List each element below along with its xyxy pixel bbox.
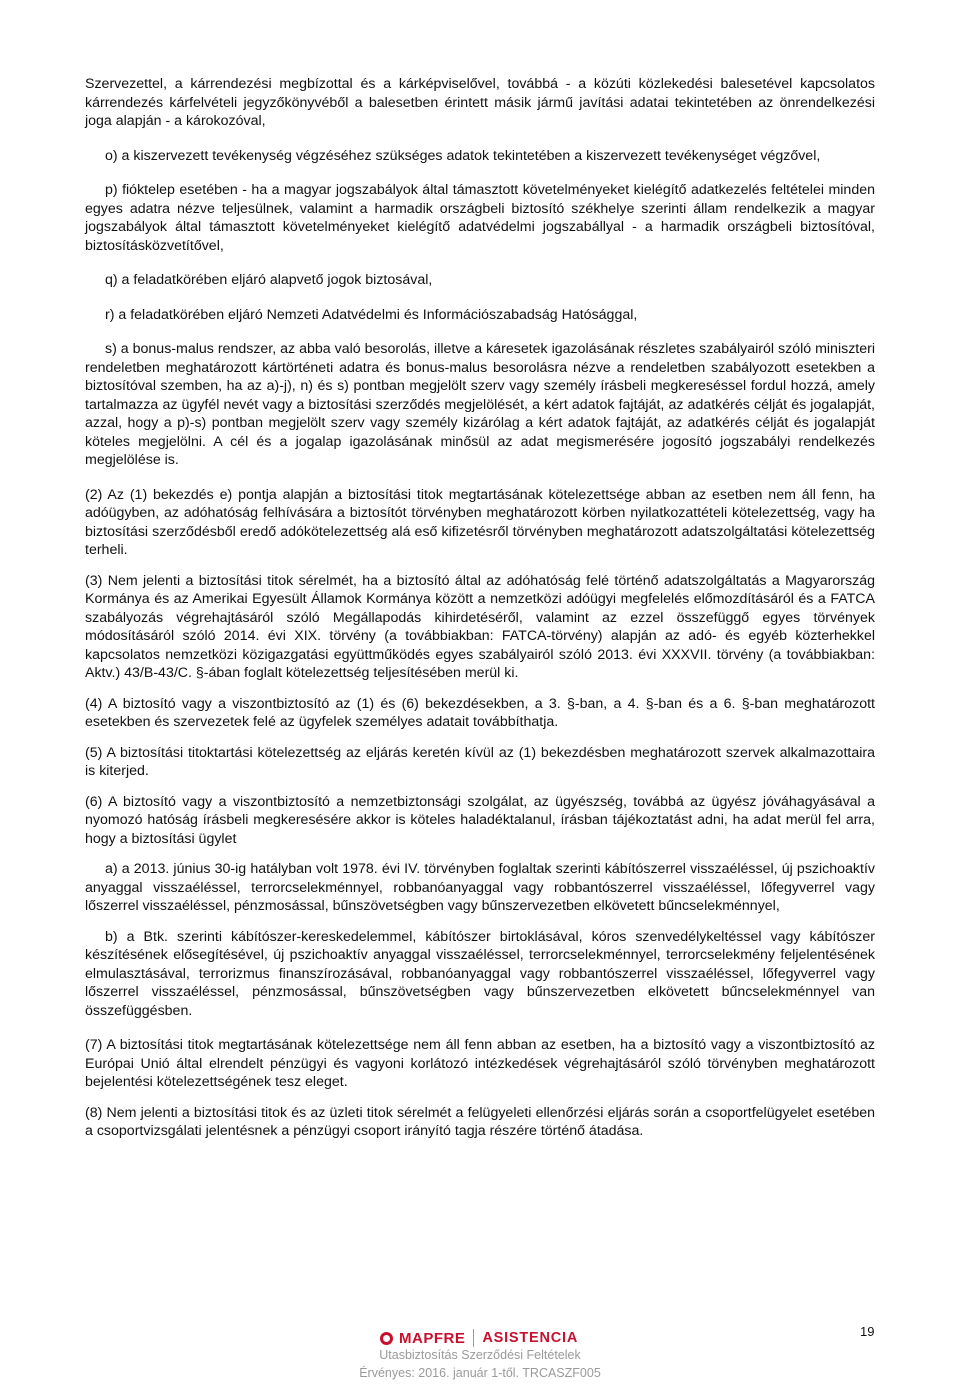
paragraph-7: (7) A biztosítási titok megtartásának kötelezettsége nem áll fenn abban az esetben, ha a biztosító vagy a viszontbiztosító az Európai Unió által elrendelt pénzügyi és vagyoni korlátozó intézkedések végrehajtásáról szóló törvényben meghatározott bejelentési kötelezettségének tesz eleget. bbox=[85, 1037, 875, 1090]
page-number: 19 bbox=[860, 1324, 875, 1339]
document-body bbox=[85, 75, 875, 1141]
list-item-b: b) a Btk. szerinti kábítószer-kereskedelemmel, kábítószer birtoklásával, kóros szenvedélykeltéssel vagy kábítószer készítésének elősegítésével, új pszichoaktív anyaggal visszaéléssel, terrorcselekménnyel, terrorcselekmény feljelentésének elmulasztásával, terrorizmus finanszírozásával, robbanóanyaggal vagy robbantószerrel visszaéléssel, lőfegyverrel vagy lőszerrel visszaéléssel, pénzmosással, bűnszövetségben vagy bűnszervezetben elkövetett bűncselekménnyel van összefüggésben. bbox=[85, 928, 875, 1019]
paragraph-4: (4) A biztosító vagy a viszontbiztosító az (1) és (6) bekezdésekben, a 3. §-ban, a 4. §-ban és a 6. §-ban meghatározott esetekben és szervezetek felé az ügyfelek személyes adatait továbbíthatja. bbox=[85, 695, 875, 730]
brand-logo bbox=[380, 1327, 578, 1349]
page-footer bbox=[0, 1322, 960, 1390]
footer-document-title: Utasbiztosítás Szerződési Feltételek bbox=[379, 1348, 581, 1362]
list-item-p: p) fióktelep esetében - ha a magyar jogszabályok által támasztott követelményeket kielégítő adatkezelés feltételei minden egyes adatra nézve teljesülnek, valamint a harmadik országbeli biztosító székhelye szerinti állam rendelkezik a magyar jogszabályok által támasztott követelményeket kielégítő adatvédelmi jogszabállyal - a harmadik országbeli biztosítóval, biztosításközvetítővel, bbox=[85, 182, 875, 254]
list-item-q: q) a feladatkörében eljáró alapvető jogok biztosával, bbox=[105, 272, 433, 288]
list-item-a: a) a 2013. június 30-ig hatályban volt 1978. évi IV. törvényben foglaltak szerinti kábítószerrel visszaéléssel, új pszichoaktív anyaggal visszaéléssel, terrorcselekménnyel, robbanóanyaggal vagy robbantószerrel visszaéléssel, lőfegyverrel vagy lőszerrel visszaéléssel, pénzmosással, bűnszövetségben vagy bűnszervezetben elkövetett bűncselekménnyel, bbox=[85, 861, 875, 914]
list-item-r: r) a feladatkörében eljáró Nemzeti Adatvédelmi és Információszabadság Hatósággal, bbox=[105, 306, 638, 323]
list-item-o: o) a kiszervezett tevékenység végzéséhez szükséges adatok tekintetében a kiszervezett tevékenységet végzővel, bbox=[105, 147, 821, 164]
brand-asistencia: ASISTENCIA bbox=[482, 1330, 579, 1346]
paragraph-6: (6) A biztosító vagy a viszontbiztosító a nemzetbiztonsági szolgálat, az ügyészség, továbbá az ügyész jóváhagyásával a nyomozó hatóság írásbeli megkeresésére akkor is köteles haladéktalanul, írásban tájékoztatást adni, ha adat merül fel arra, hogy a biztosítási ügylet bbox=[85, 793, 875, 847]
paragraph-5: (5) A biztosítási titoktartási kötelezettség az eljárás keretén kívül az (1) bekezdésben meghatározott szervek alkalmazottaira is kiterjed. bbox=[85, 744, 875, 779]
paragraph: Szervezettel, a kárrendezési megbízottal és a kárképviselővel, továbbá - a közúti közlekedési balesetével kapcsolatos kárrendezés kárfelvételi jegyzőkönyvéből a balesetben érintett másik jármű javítási adatai tekintetében az önrendelkezési joga alapján - a károkozóval, bbox=[85, 76, 875, 129]
paragraph-8: (8) Nem jelenti a biztosítási titok és az üzleti titok sérelmét a felügyeleti ellenőrzési eljárás során a csoportfelügyelet esetében a csoportvizsgálati jelentésnek a pénzügyi csoport irányító tagja részére történő átadása. bbox=[85, 1104, 875, 1139]
paragraph-3: (3) Nem jelenti a biztosítási titok sérelmét, ha a biztosító által az adóhatóság felé történő adatszolgáltatás a Magyarország Kormánya és az Amerikai Egyesült Államok Kormánya között a nemzetközi adóügyi megfelelés előmozdításáról és a FATCA szabályozás végrehajtásáról szóló Megállapodás kihirdetéséről, valamint az ezzel összefüggő egyes törvények módosításáról szóló 2014. évi XIX. törvény (a továbbiakban: FATCA-törvény) alapján az adó- és egyéb közterhekkel kapcsolatos nemzetközi közigazgatási együttműködés egyes szabályairól szóló 2013. évi XXXVII. törvény (a továbbiakban: Aktv.) 43/B-43/C. §-ában foglalt kötelezettség teljesítésében merül ki. bbox=[85, 572, 875, 681]
brand-divider bbox=[473, 1329, 474, 1347]
paragraph-2: (2) Az (1) bekezdés e) pontja alapján a biztosítási titok megtartásának kötelezettsége abban az esetben nem áll fenn, ha adóügyben, az adóhatóság felhívására a biztosítót törvényben meghatározott körben nyilatkozattételi kötelezettség, vagy ha biztosítási szerződésből eredő adókötelezettség alá eső kifizetésről törvényben meghatározott adatszolgáltatási kötelezettség terheli. bbox=[85, 486, 875, 558]
mapfre-logo-icon bbox=[380, 1332, 393, 1345]
footer-validity: Érvényes: 2016. január 1-től. TRCASZF005 bbox=[359, 1366, 601, 1380]
brand-mapfre: MAPFRE bbox=[399, 1329, 466, 1347]
list-item-s: s) a bonus-malus rendszer, az abba való besorolás, illetve a káresetek igazolásának részletes szabályairól szóló miniszteri rendeletben meghatározott kártörténeti adatra és bonus-malus besorolásra nézve a rendeletben szabályozott esetekben a biztosítóval szemben, ha az a)-j), n) és s) pontban megjelölt szerv vagy személy írásbeli megkereséssel fordul hozzá, amely tartalmazza az ügyfél nevét vagy a biztosítási szerződés megjelölését, a kért adatok fajtáját, az adatkérés célját és jogalapját, azzal, hogy a p)-s) pontban megjelölt szerv vagy személy kizárólag a kért adatok fajtáját, az adatkérés célját és jogalapját köteles megjelölni. A cél és a jogalap igazolásának minősül az adat megismerésére jogosító jogszabályi rendelkezés megjelölése is. bbox=[85, 341, 875, 468]
